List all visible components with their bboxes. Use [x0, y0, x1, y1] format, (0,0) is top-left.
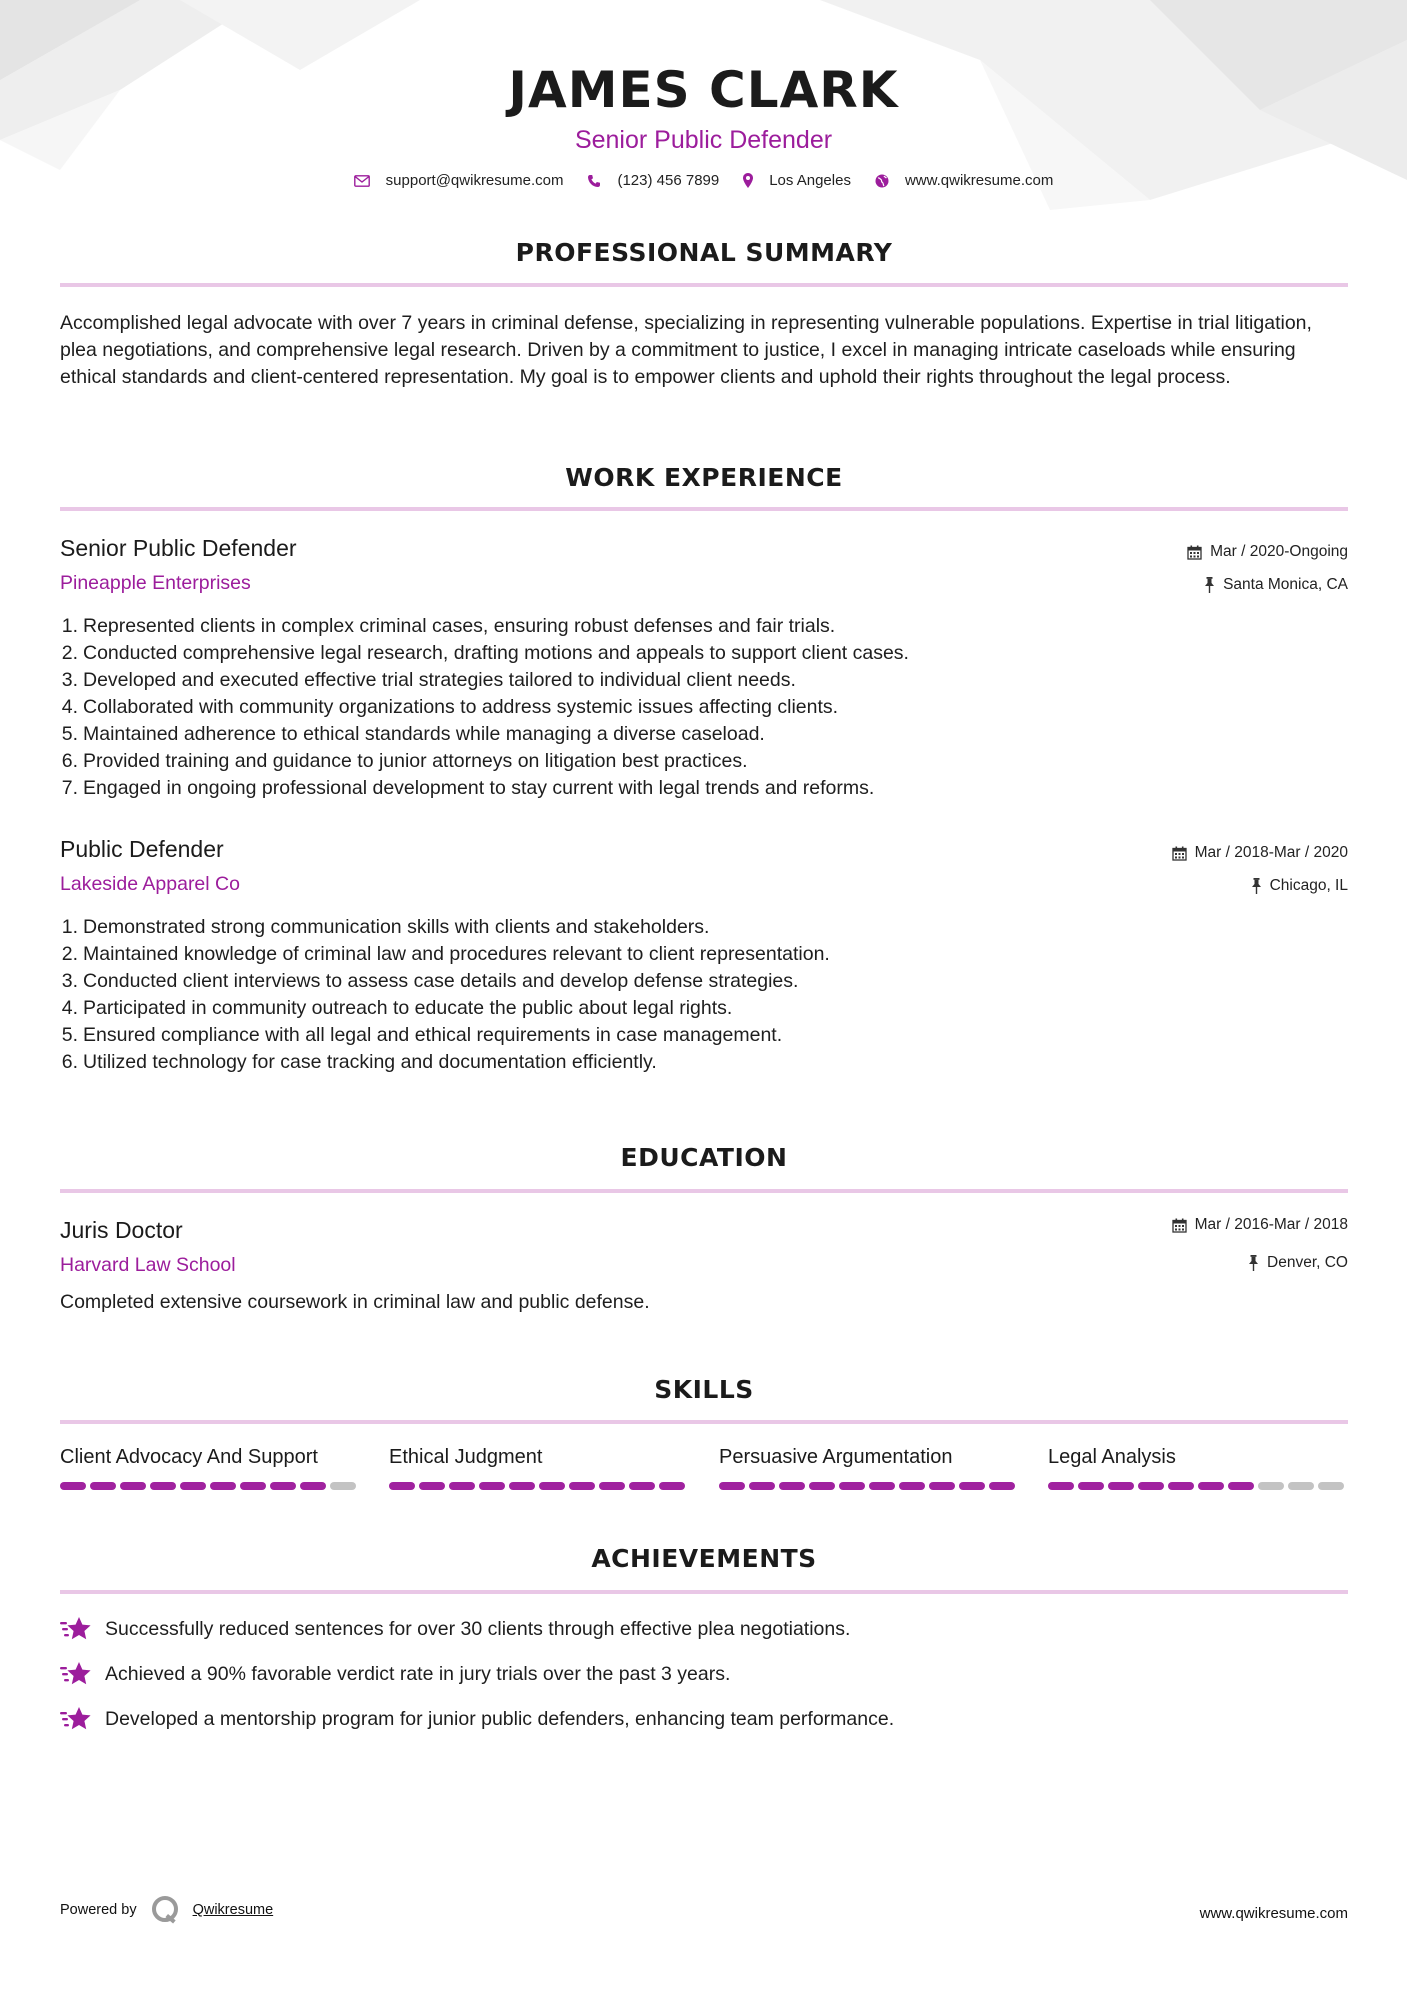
- contact-email[interactable]: [354, 172, 564, 189]
- qwikresume-logo-icon: [151, 1895, 181, 1925]
- calendar-icon: [1172, 846, 1187, 861]
- job-company: Lakeside Apparel Co: [60, 873, 240, 895]
- skill-level-segment: [300, 1482, 326, 1490]
- list-item: 1. Demonstrated strong communication skills with clients and stakeholders.: [61, 916, 710, 938]
- skill-level-segment: [659, 1482, 685, 1490]
- skill-level-segment: [539, 1482, 565, 1490]
- list-item: 6. Utilized technology for case tracking and documentation efficiently.: [61, 1051, 657, 1073]
- skill-level-bar: [389, 1482, 689, 1490]
- skill-name: Persuasive Argumentation: [719, 1446, 953, 1468]
- skill-level-segment: [1108, 1482, 1134, 1490]
- footer-branding: [60, 1895, 273, 1925]
- job-location-text: Chicago, IL: [1269, 877, 1348, 894]
- skill-level-segment: [749, 1482, 775, 1490]
- achievement-item: [60, 1661, 730, 1687]
- list-item: 4. Participated in community outreach to educate the public about legal rights.: [61, 997, 733, 1019]
- skill-level-segment: [479, 1482, 505, 1490]
- job-location: [1204, 576, 1348, 594]
- candidate-name: JAMES CLARK: [508, 61, 899, 119]
- skill-level-bar: [1048, 1482, 1348, 1490]
- phone-icon: [587, 174, 601, 188]
- job-title: Public Defender: [60, 836, 224, 862]
- job-company: Pineapple Enterprises: [60, 572, 251, 594]
- footer-website[interactable]: www.qwikresume.com: [1199, 1905, 1348, 1922]
- skill-level-segment: [1138, 1482, 1164, 1490]
- achievement-item: [60, 1706, 894, 1732]
- skill-level-segment: [1228, 1482, 1254, 1490]
- skill-level-segment: [419, 1482, 445, 1490]
- list-item: 6. Provided training and guidance to junior attorneys on litigation best practices.: [61, 750, 748, 772]
- job-responsibilities-list: [60, 613, 1340, 802]
- school-name: Harvard Law School: [60, 1254, 236, 1276]
- job-title: Senior Public Defender: [60, 535, 297, 561]
- skill-level-segment: [509, 1482, 535, 1490]
- email-text: support@qwikresume.com: [385, 172, 564, 189]
- job-dates: [1187, 543, 1348, 561]
- star-icon: [60, 1706, 92, 1732]
- job-location: [1251, 877, 1348, 895]
- skill-level-segment: [1078, 1482, 1104, 1490]
- experience-divider: [60, 507, 1348, 511]
- skill-level-segment: [899, 1482, 925, 1490]
- skill-level-segment: [270, 1482, 296, 1490]
- list-item: 2. Maintained knowledge of criminal law and procedures relevant to client representation.: [61, 943, 830, 965]
- candidate-title: Senior Public Defender: [574, 126, 833, 154]
- education-divider: [60, 1189, 1348, 1193]
- job-dates-text: Mar / 2020-Ongoing: [1210, 543, 1348, 560]
- star-icon: [60, 1616, 92, 1642]
- globe-icon: [875, 174, 889, 188]
- skill-item: [60, 1446, 360, 1490]
- powered-by-label: Powered by: [60, 1902, 137, 1918]
- skill-level-segment: [839, 1482, 865, 1490]
- achievement-text: Successfully reduced sentences for over 30 clients through effective plea negotiations.: [105, 1617, 851, 1640]
- skill-level-segment: [1048, 1482, 1074, 1490]
- education-dates: [1172, 1216, 1348, 1234]
- skill-level-bar: [719, 1482, 1019, 1490]
- experience-heading: WORK EXPERIENCE: [565, 463, 843, 492]
- skill-level-segment: [929, 1482, 955, 1490]
- skill-level-segment: [1258, 1482, 1284, 1490]
- qwikresume-link[interactable]: Qwikresume: [192, 1902, 274, 1918]
- map-pin-icon: [743, 173, 753, 188]
- skill-name: Ethical Judgment: [389, 1446, 543, 1468]
- list-item: 5. Ensured compliance with all legal and ethical requirements in case management.: [61, 1024, 783, 1046]
- phone-text: (123) 456 7899: [617, 172, 720, 189]
- education-location: [1248, 1254, 1348, 1272]
- education-description: Completed extensive coursework in criminal law and public defense.: [60, 1291, 650, 1313]
- skill-level-segment: [389, 1482, 415, 1490]
- achievement-text: Developed a mentorship program for junior public defenders, enhancing team performance.: [105, 1707, 895, 1730]
- list-item: 7. Engaged in ongoing professional development to stay current with legal trends and reforms.: [61, 777, 875, 799]
- list-item: 4. Collaborated with community organizations to address systemic issues affecting clients.: [61, 696, 839, 718]
- skill-level-segment: [90, 1482, 116, 1490]
- skill-level-segment: [809, 1482, 835, 1490]
- list-item: 3. Developed and executed effective trial strategies tailored to individual client needs.: [61, 669, 796, 691]
- contact-website[interactable]: [875, 172, 1053, 189]
- list-item: 2. Conducted comprehensive legal research, drafting motions and appeals to support client cases.: [61, 642, 909, 664]
- skill-level-segment: [1198, 1482, 1224, 1490]
- skill-level-segment: [240, 1482, 266, 1490]
- envelope-icon: [354, 175, 370, 187]
- skill-level-segment: [629, 1482, 655, 1490]
- pushpin-icon: [1204, 577, 1215, 593]
- job-dates-text: Mar / 2018-Mar / 2020: [1194, 844, 1348, 861]
- skill-level-segment: [719, 1482, 745, 1490]
- job-location-text: Santa Monica, CA: [1223, 576, 1348, 593]
- summary-heading: PROFESSIONAL SUMMARY: [515, 238, 893, 267]
- skill-level-segment: [869, 1482, 895, 1490]
- skill-item: [719, 1446, 1019, 1490]
- calendar-icon: [1187, 545, 1202, 560]
- job-dates: [1172, 844, 1348, 862]
- skills-divider: [60, 1420, 1348, 1424]
- location-text: Los Angeles: [769, 172, 851, 189]
- star-icon: [60, 1661, 92, 1687]
- skill-level-segment: [330, 1482, 356, 1490]
- achievements-divider: [60, 1590, 1348, 1594]
- degree-title: Juris Doctor: [60, 1217, 183, 1243]
- skill-level-segment: [989, 1482, 1015, 1490]
- achievement-item: [60, 1616, 850, 1642]
- calendar-icon: [1172, 1218, 1187, 1233]
- skill-level-segment: [1168, 1482, 1194, 1490]
- skill-level-segment: [569, 1482, 595, 1490]
- skill-level-segment: [1318, 1482, 1344, 1490]
- skill-name: Legal Analysis: [1048, 1446, 1176, 1468]
- education-location-text: Denver, CO: [1267, 1254, 1348, 1271]
- skill-level-segment: [779, 1482, 805, 1490]
- contact-phone[interactable]: [587, 172, 719, 189]
- skill-level-segment: [599, 1482, 625, 1490]
- education-dates-text: Mar / 2016-Mar / 2018: [1194, 1216, 1348, 1233]
- list-item: 5. Maintained adherence to ethical standards while managing a diverse caseload.: [61, 723, 765, 745]
- skill-level-segment: [959, 1482, 985, 1490]
- summary-divider: [60, 283, 1348, 287]
- skill-level-segment: [60, 1482, 86, 1490]
- achievements-heading: ACHIEVEMENTS: [591, 1544, 817, 1573]
- resume-header: [0, 58, 1407, 156]
- list-item: 1. Represented clients in complex criminal cases, ensuring robust defenses and fair trials.: [61, 615, 836, 637]
- skill-level-segment: [1288, 1482, 1314, 1490]
- list-item: 3. Conducted client interviews to assess case details and develop defense strategies.: [61, 970, 799, 992]
- skill-level-segment: [150, 1482, 176, 1490]
- pushpin-icon: [1251, 878, 1262, 894]
- skill-item: [1048, 1446, 1348, 1490]
- skill-item: [389, 1446, 689, 1490]
- skill-level-bar: [60, 1482, 360, 1490]
- summary-text: Accomplished legal advocate with over 7 years in criminal defense, specializing in representing vulnerable populations. Expertise in trial litigation, plea negotiations, and comprehensive legal research. Driven by a commitment to justice, I excel in managing intricate caseloads while ensuring ethical standards and client-centered representation. My goal is to empower clients and uphold their rights throughout the legal process.: [60, 312, 1312, 388]
- skill-name: Client Advocacy And Support: [60, 1446, 318, 1468]
- contact-bar: [0, 172, 1407, 189]
- pushpin-icon: [1248, 1255, 1259, 1271]
- website-text: www.qwikresume.com: [904, 172, 1054, 189]
- skill-level-segment: [180, 1482, 206, 1490]
- achievement-text: Achieved a 90% favorable verdict rate in jury trials over the past 3 years.: [105, 1662, 731, 1685]
- education-heading: EDUCATION: [620, 1143, 788, 1172]
- contact-location: [743, 172, 851, 189]
- skill-level-segment: [120, 1482, 146, 1490]
- skill-level-segment: [210, 1482, 236, 1490]
- skill-level-segment: [449, 1482, 475, 1490]
- skills-heading: SKILLS: [654, 1375, 754, 1404]
- job-responsibilities-list: [60, 914, 1340, 1076]
